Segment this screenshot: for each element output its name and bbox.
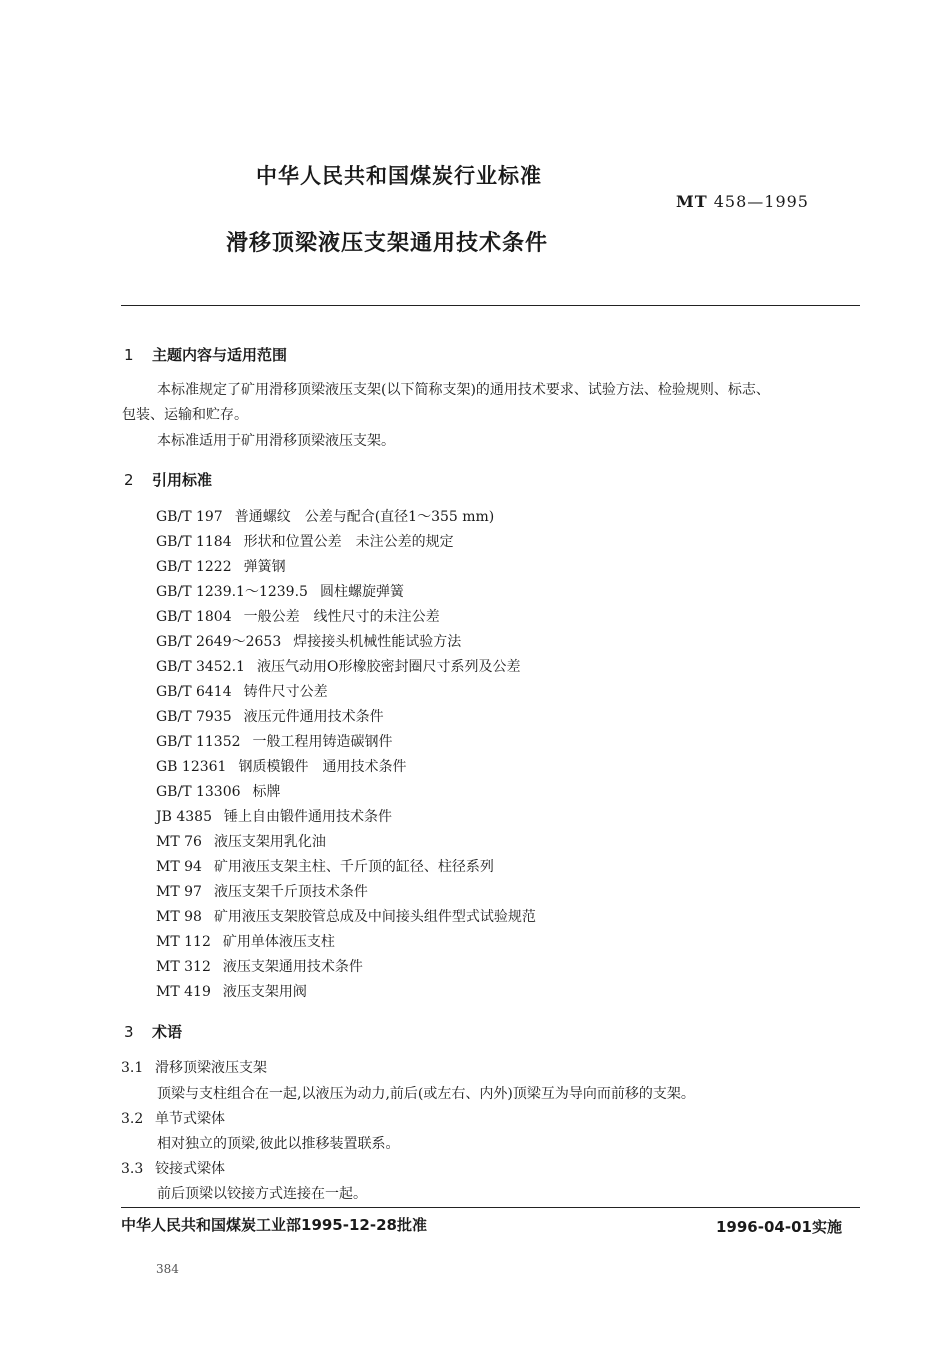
reference-title: 焊接接头机械性能试验方法 — [293, 634, 462, 650]
term-heading — [121, 1057, 267, 1077]
reference-title: 液压支架用乳化油 — [213, 834, 326, 850]
page-number: 384 — [156, 1262, 179, 1276]
term-number: 3.1 — [121, 1060, 144, 1076]
reference-code: JB 4385 — [156, 809, 212, 825]
reference-code: GB/T 2649～2653 — [156, 634, 282, 650]
reference-code: MT 94 — [156, 859, 202, 875]
reference-item — [156, 581, 404, 601]
implementation-date: 1996-04-01实施 — [716, 1218, 842, 1236]
header-divider — [121, 305, 860, 306]
reference-item — [156, 956, 363, 976]
term-heading — [121, 1108, 225, 1128]
reference-item — [156, 556, 286, 576]
reference-code: GB 12361 — [156, 759, 227, 775]
reference-code: GB/T 7935 — [156, 709, 232, 725]
section-3-heading — [124, 1021, 182, 1042]
reference-code: GB/T 1804 — [156, 609, 232, 625]
section-number: 1 — [124, 346, 134, 364]
document-title: 滑移顶梁液压支架通用技术条件 — [226, 231, 549, 256]
section-title: 主题内容与适用范围 — [152, 346, 288, 364]
standard-number-value: 458—1995 — [713, 192, 809, 211]
term-name: 滑移顶梁液压支架 — [155, 1060, 267, 1076]
reference-title: 钢质模锻件 通用技术条件 — [238, 759, 407, 775]
reference-title: 普通螺纹 公差与配合(直径1～355 mm) — [234, 509, 495, 525]
reference-code: MT 97 — [156, 884, 202, 900]
reference-code: GB/T 11352 — [156, 734, 241, 750]
term-definition: 相对独立的顶梁,彼此以推移装置联系。 — [157, 1136, 400, 1152]
reference-item — [156, 981, 307, 1001]
footer-divider — [121, 1207, 860, 1208]
reference-title: 一般工程用铸造碳钢件 — [252, 734, 393, 750]
term-number: 3.2 — [121, 1111, 144, 1127]
reference-title: 液压支架用阀 — [222, 984, 307, 1000]
reference-title: 标牌 — [252, 784, 281, 800]
reference-code: GB/T 197 — [156, 509, 223, 525]
section-1-paragraph-1-line-2: 包装、运输和贮存。 — [122, 407, 248, 423]
section-2-heading — [124, 469, 212, 490]
reference-item — [156, 531, 454, 551]
reference-code: MT 112 — [156, 934, 211, 950]
reference-code: GB/T 1184 — [156, 534, 232, 550]
reference-code: MT 312 — [156, 959, 211, 975]
reference-code: MT 76 — [156, 834, 202, 850]
reference-item — [156, 881, 368, 901]
reference-code: GB/T 3452.1 — [156, 659, 245, 675]
reference-title: 矿用液压支架主柱、千斤顶的缸径、柱径系列 — [213, 859, 494, 875]
reference-item — [156, 506, 494, 526]
reference-item — [156, 831, 326, 851]
section-number: 3 — [124, 1023, 134, 1041]
reference-title: 锤上自由锻件通用技术条件 — [223, 809, 392, 825]
term-definition: 顶梁与支柱组合在一起,以液压为动力,前后(或左右、内外)顶梁互为导向而前移的支架。 — [157, 1086, 695, 1102]
reference-item — [156, 681, 328, 701]
reference-item — [156, 931, 335, 951]
term-definition: 前后顶梁以铰接方式连接在一起。 — [157, 1186, 367, 1202]
reference-title: 液压元件通用技术条件 — [243, 709, 384, 725]
reference-title: 液压气动用O形橡胶密封圈尺寸系列及公差 — [256, 659, 521, 675]
reference-item — [156, 731, 393, 751]
reference-title: 液压支架千斤顶技术条件 — [213, 884, 368, 900]
term-number: 3.3 — [121, 1161, 144, 1177]
reference-item — [156, 781, 281, 801]
term-heading — [121, 1158, 225, 1178]
reference-item — [156, 856, 494, 876]
reference-code: GB/T 1239.1～1239.5 — [156, 584, 308, 600]
reference-item — [156, 631, 461, 651]
issuing-body-title: 中华人民共和国煤炭行业标准 — [256, 164, 542, 188]
reference-item — [156, 756, 406, 776]
reference-title: 圆柱螺旋弹簧 — [319, 584, 404, 600]
reference-code: GB/T 1222 — [156, 559, 232, 575]
reference-code: GB/T 13306 — [156, 784, 241, 800]
term-name: 铰接式梁体 — [155, 1161, 225, 1177]
section-1-paragraph-2: 本标准适用于矿用滑移顶梁液压支架。 — [157, 433, 395, 449]
reference-code: GB/T 6414 — [156, 684, 232, 700]
reference-item — [156, 906, 536, 926]
reference-code: MT 98 — [156, 909, 202, 925]
approval-statement: 中华人民共和国煤炭工业部1995-12-28批准 — [121, 1216, 427, 1234]
reference-title: 矿用单体液压支柱 — [222, 934, 335, 950]
section-title: 引用标准 — [152, 471, 213, 489]
reference-title: 铸件尺寸公差 — [243, 684, 328, 700]
section-title: 术语 — [152, 1023, 183, 1041]
reference-title: 一般公差 线性尺寸的未注公差 — [243, 609, 440, 625]
reference-item — [156, 806, 392, 826]
reference-title: 形状和位置公差 未注公差的规定 — [243, 534, 454, 550]
standard-prefix: MT — [676, 192, 708, 211]
reference-title: 液压支架通用技术条件 — [222, 959, 363, 975]
term-name: 单节式梁体 — [155, 1111, 225, 1127]
standard-number — [676, 192, 809, 211]
reference-code: MT 419 — [156, 984, 211, 1000]
reference-item — [156, 656, 520, 676]
reference-item — [156, 606, 440, 626]
section-number: 2 — [124, 471, 134, 489]
section-1-heading — [124, 344, 287, 365]
section-1-paragraph-1-line-1: 本标准规定了矿用滑移顶梁液压支架(以下简称支架)的通用技术要求、试验方法、检验规则、标志、 — [157, 382, 770, 398]
reference-title: 弹簧钢 — [243, 559, 286, 575]
reference-item — [156, 706, 384, 726]
reference-title: 矿用液压支架胶管总成及中间接头组件型式试验规范 — [213, 909, 536, 925]
